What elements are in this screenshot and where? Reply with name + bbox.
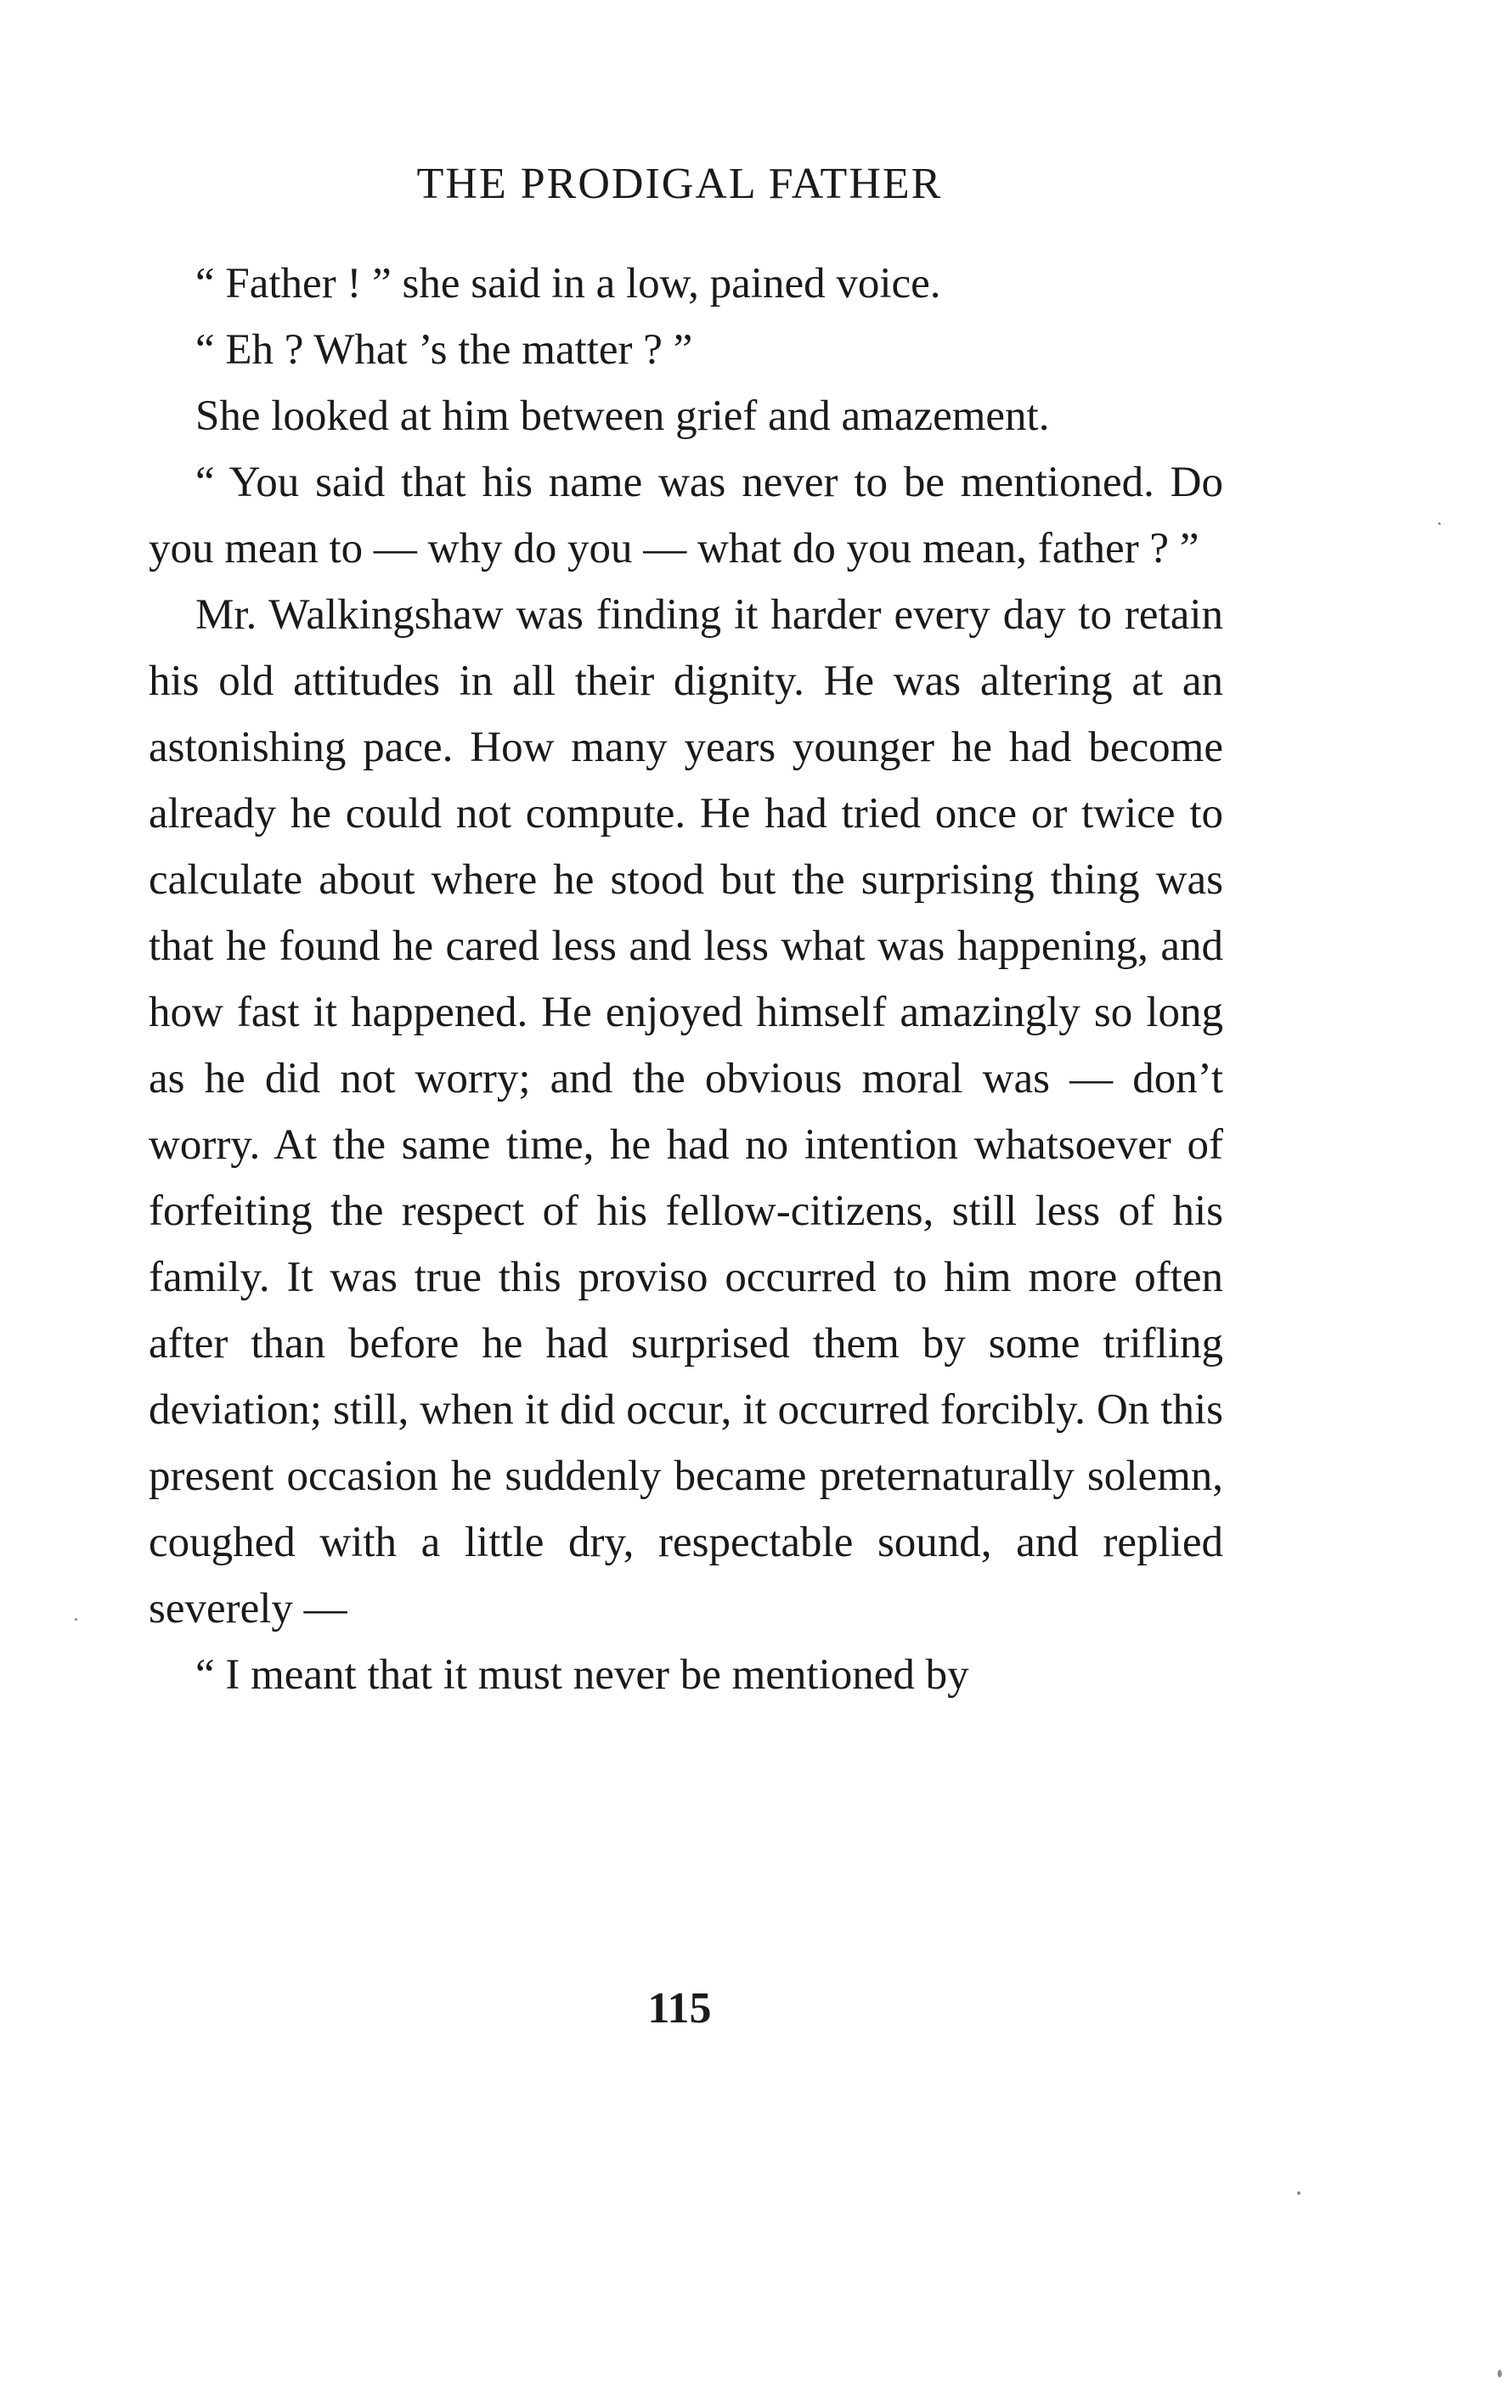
paragraph-2: “ Eh ? What ’s the matter ? ” xyxy=(195,326,693,374)
paper-speck-3 xyxy=(1438,522,1441,525)
paragraph-3: She looked at him between grief and amazement. xyxy=(195,392,1050,440)
paper-speck-4 xyxy=(75,1618,77,1621)
paper-speck-1 xyxy=(1297,2191,1300,2195)
running-head: THE PRODIGAL FATHER xyxy=(416,160,943,208)
paragraph-5: Mr. Walkingshaw was finding it harder every day to retain his old attitudes in all their dignity. He was altering at an astonishing pace. How many years younger he had become already he could not compute. He had tried once or twice to calculate about where he stood but the surprising thing was that he found he cared less and less what was happening, and how fast it happened. He enjoyed himself amazingly so long as he did not worry; and the obvious moral was — don’t worry. At the same time, he had no intention whatsoever of forfeiting the respect of his fellow-citizens, still less of his family. It was true this proviso occurred to him more often after than before he had surprised them by some trifling deviation; still, when it did occur, it occurred forcibly. On this present occasion he suddenly became preternaturally solemn, coughed with a little dry, respectable sound, and replied severely — xyxy=(149,591,1223,1633)
paragraph-4: “ You said that his name was never to be mentioned. Do you mean to — why do you — what do you mean, father ? ” xyxy=(149,459,1223,572)
page-number: 115 xyxy=(647,1984,712,2033)
paragraph-1: “ Father ! ” she said in a low, pained voice. xyxy=(195,260,941,307)
paper-speck-2 xyxy=(1498,2370,1502,2377)
paragraph-6: “ I meant that it must never be mentioned by xyxy=(195,1651,969,1699)
body-text xyxy=(149,251,1223,1708)
